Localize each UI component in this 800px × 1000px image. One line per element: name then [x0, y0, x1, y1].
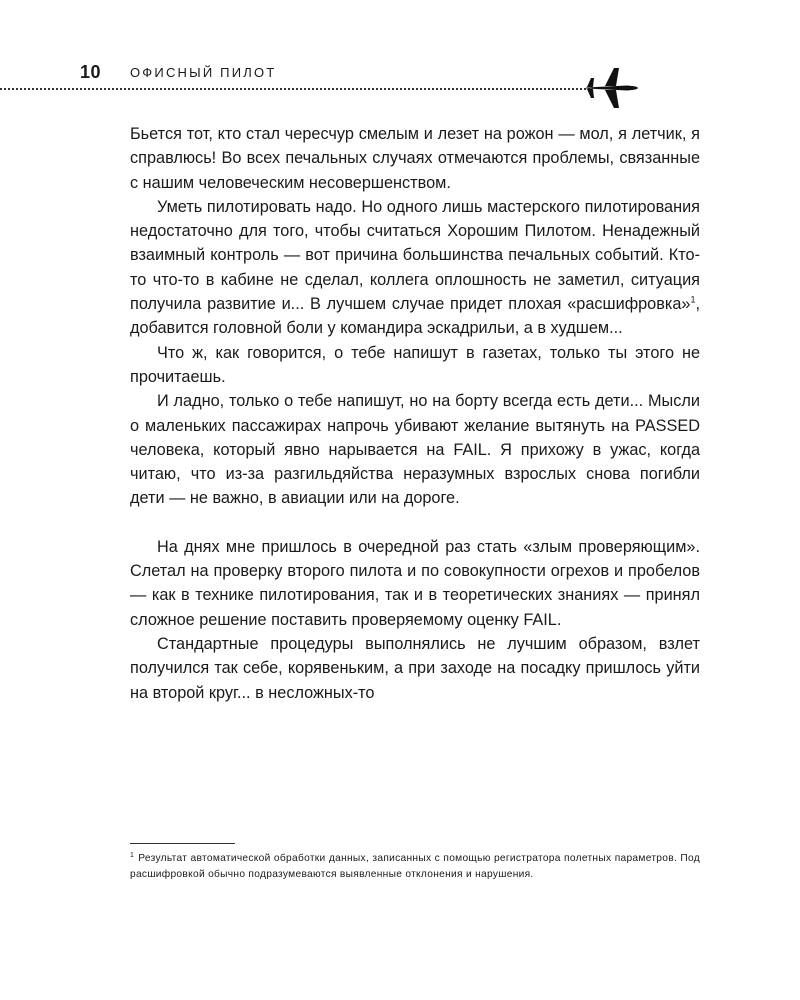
- footnote-text: Результат автоматической обработки данных, записанных с помощью регистратора полетных параметров. Под расшифровкой обычно подразумеваются выявленные отклонения и нарушения.: [130, 853, 700, 880]
- paragraph-3: Что ж, как говорится, о тебе напишут в газетах, только ты этого не прочитаешь.: [130, 343, 700, 386]
- footnote: [130, 851, 700, 882]
- paragraph-1: Бьется тот, кто стал чересчур смелым и лезет на рожон — мол, я летчик, я справлюсь! Во всех печальных случаях отмечаются проблемы, связанные с нашим человеческим несовершенством.: [130, 125, 700, 192]
- paragraph-5: На днях мне пришлось в очередной раз стать «злым проверяющим». Слетал на проверку второго пилота и по совокупности огрехов и пробелов — как в технике пилотирования, так и в теоретических знаниях — принял сложное решение поставить проверяемому оценку FAIL.: [130, 537, 700, 629]
- page-number: 10: [80, 62, 102, 82]
- airplane-icon: [583, 66, 639, 110]
- dotted-rule: [0, 88, 590, 90]
- paragraph-2-text: Уметь пилотировать надо. Но одного лишь мастерского пилотирования недостаточно для того, чтобы считаться Хорошим Пилотом. Ненадежный взаимный контроль — вот причина большинства печальных событий. Кто-то что-то в кабине не сделал, коллега оплошность не заметил, ситуация получила развитие и... В лучшем случае придет плохая «расшифровка»: [130, 197, 700, 314]
- paragraph-2-text-cont: , добавится головной боли у командира эскадрильи, а в худшем...: [130, 295, 700, 338]
- footnote-reference[interactable]: 1: [690, 294, 696, 305]
- footnote-mark: 1: [130, 851, 135, 859]
- page-header: [0, 58, 800, 108]
- paragraph-2: [130, 195, 700, 341]
- page-body: [130, 122, 700, 705]
- paragraph-6: Стандартные процедуры выполнялись не лучшим образом, взлет получился так себе, корявеньким, а при заходе на посадку пришлось уйти на второй круг... в несложных-то: [130, 634, 700, 702]
- footnote-divider: [130, 843, 235, 844]
- running-title: ОФИСНЫЙ ПИЛОТ: [130, 65, 277, 80]
- paragraph-4: И ладно, только о тебе напишут, но на борту всегда есть дети... Мысли о маленьких пассажирах напрочь убивают желание вытянуть на PASSED человека, который явно нарывается на FAIL. Я прихожу в ужас, когда читаю, что из-за разгильдяйства неразумных взрослых снова погибли дети — не важно, в авиации или на дороге.: [130, 392, 700, 508]
